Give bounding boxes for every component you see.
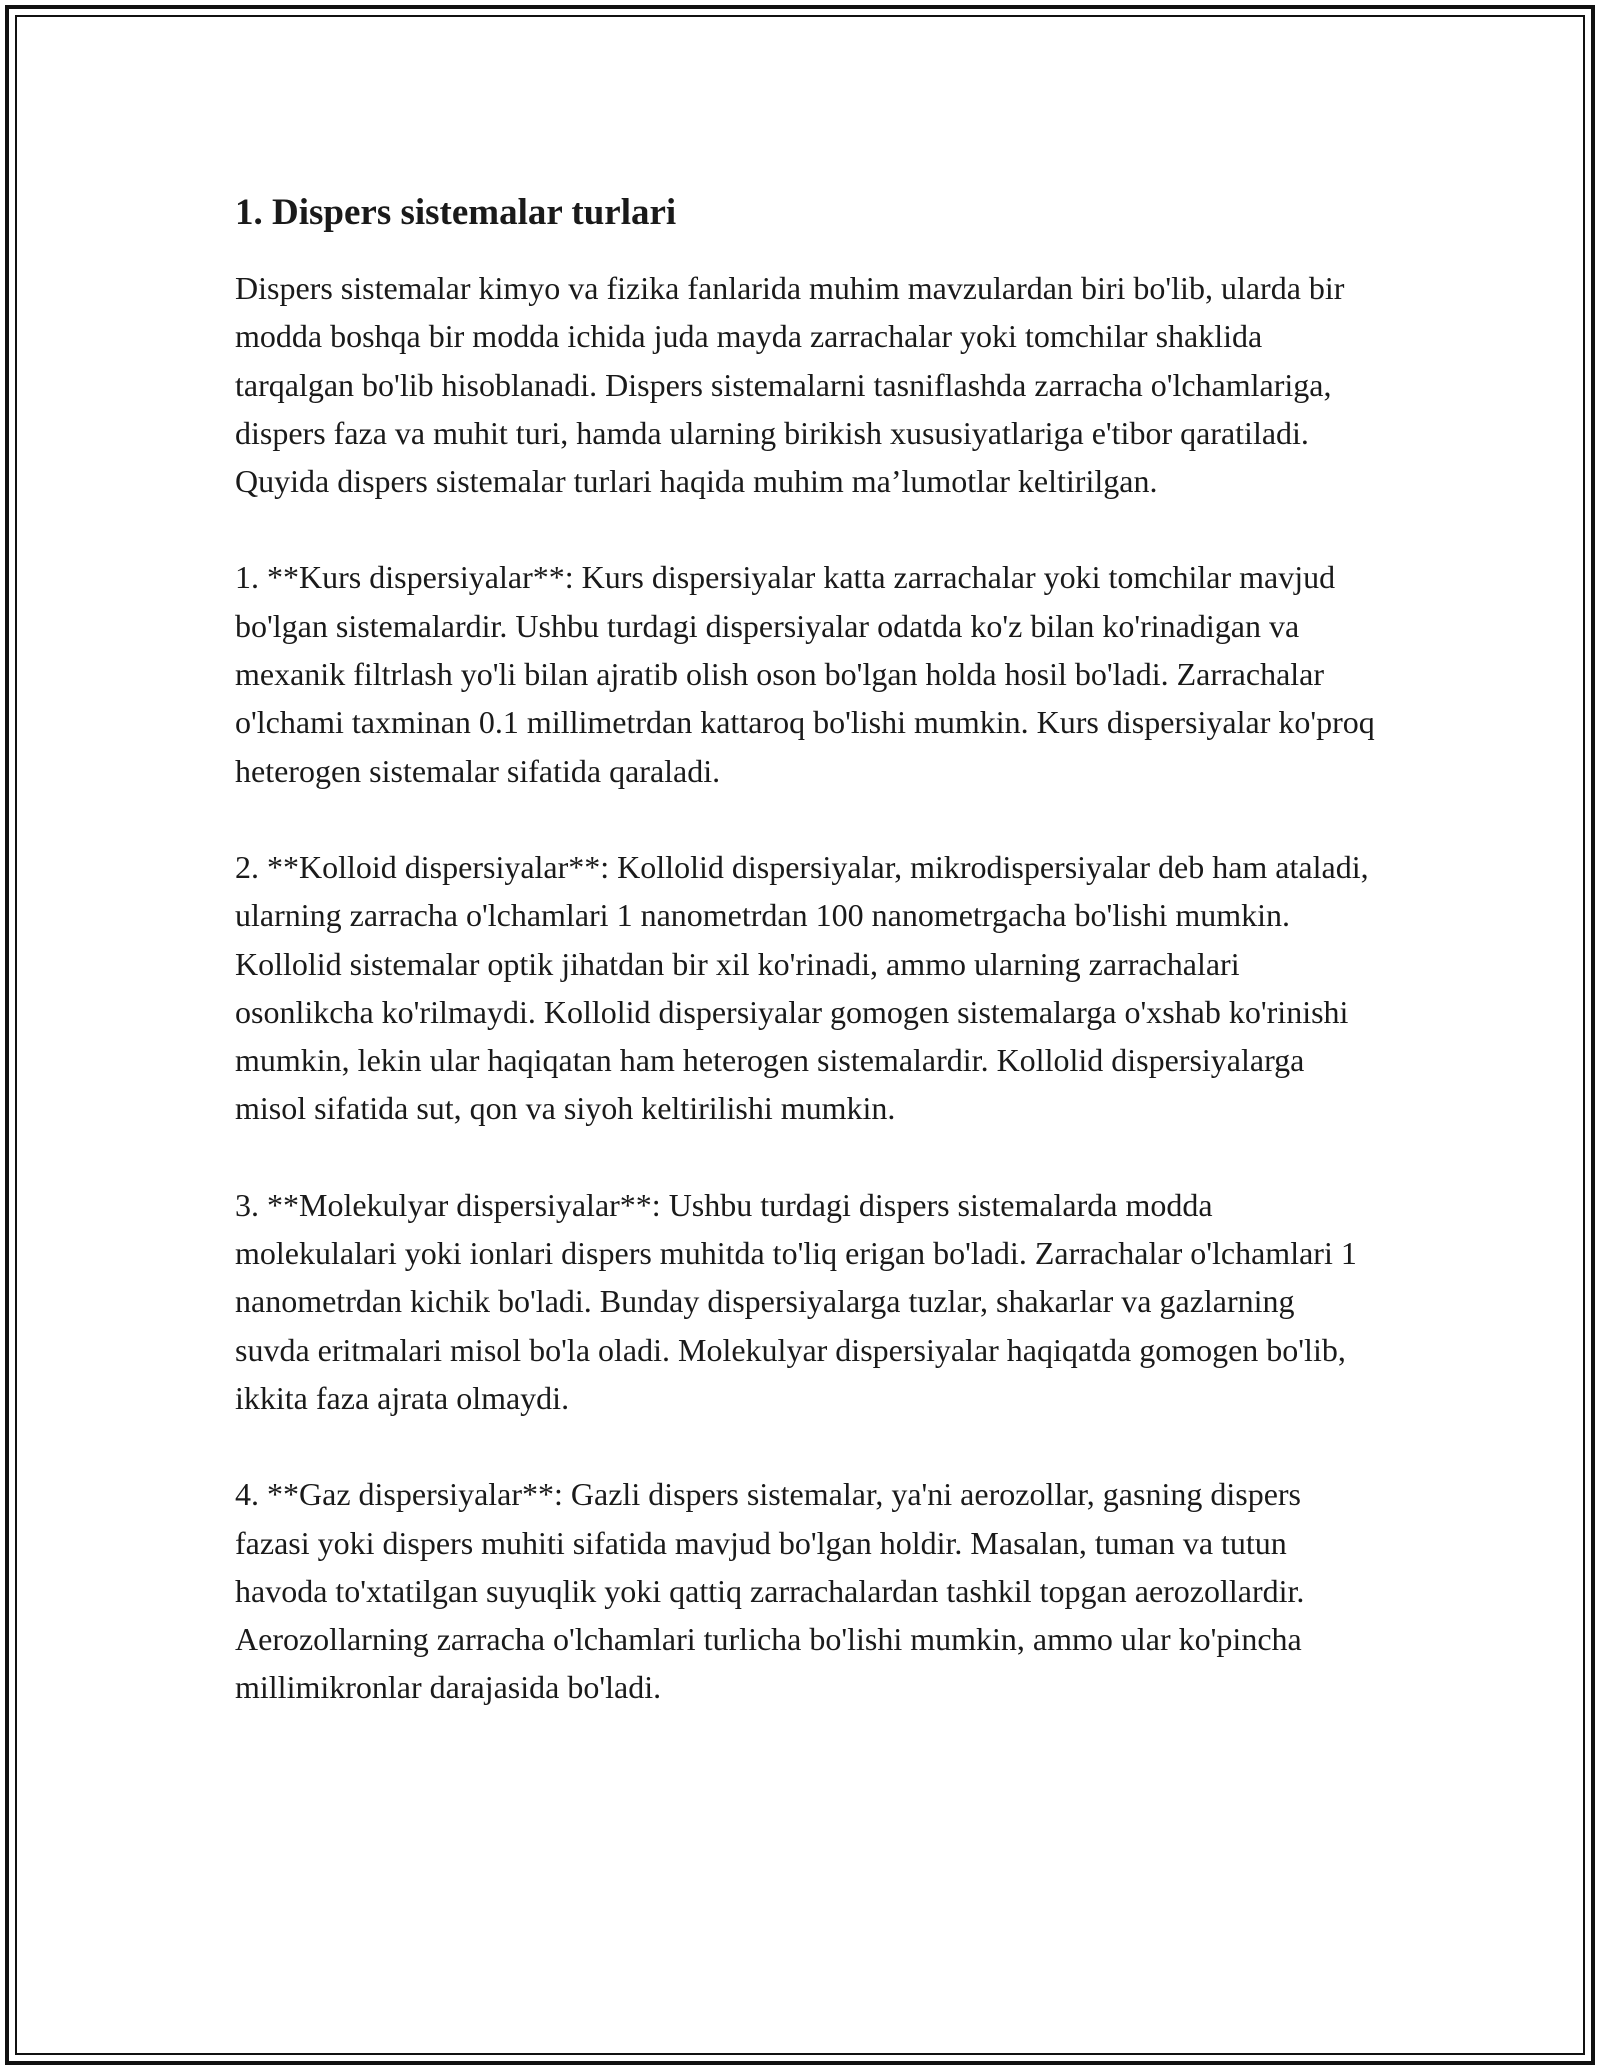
section-heading: 1. Dispers sistemalar turlari	[235, 192, 677, 233]
paragraph-colloid-dispersions: 2. **Kolloid dispersiyalar**: Kollolid dispersiyalar, mikrodispersiyalar deb ham ataladi, ularning zarracha o'lchamlari 1 nanometrdan 100 nanometrgacha bo'lishi mumkin. Kollolid sistemalar optik jihatdan bir xil ko'rinadi, ammo ularning zarrachalari osonlikcha ko'rilmaydi. Kollolid dispersiyalar gomogen sistemalarga o'xshab ko'rinishi mumkin, lekin ular haqiqatan ham heterogen sistemalardir. Kollolid dispersiyalarga misol sifatida sut, qon va siyoh keltirilishi mumkin.	[235, 848, 1369, 1127]
paragraph-molecular-dispersions: 3. **Molekulyar dispersiyalar**: Ushbu turdagi dispers sistemalarda modda molekulalari yoki ionlari dispers muhitda to'liq erigan bo'ladi. Zarrachalar o'lchamlari 1 nanometrdan kichik bo'ladi. Bunday dispersiyalarga tuzlar, shakarlar va gazlarning suvda eritmalari misol bo'la oladi. Molekulyar dispersiyalar haqiqatda gomogen bo'lib, ikkita faza ajrata olmaydi.	[235, 1186, 1357, 1416]
document-body	[235, 190, 1375, 1760]
paragraph-gas-dispersions: 4. **Gaz dispersiyalar**: Gazli dispers sistemalar, ya'ni aerozollar, gasning dispers fazasi yoki dispers muhiti sifatida mavjud bo'lgan holdir. Masalan, tuman va tutun havoda to'xtatilgan suyuqlik yoki qattiq zarrachalardan tashkil topgan aerozollardir. Aerozollarning zarracha o'lchamlari turlicha bo'lishi mumkin, ammo ular ko'pincha millimikronlar darajasida bo'ladi.	[235, 1476, 1305, 1706]
paragraph-coarse-dispersions: 1. **Kurs dispersiyalar**: Kurs dispersiyalar katta zarrachalar yoki tomchilar mavjud bo'lgan sistemalardir. Ushbu turdagi dispersiyalar odatda ko'z bilan ko'rinadigan va mexanik filtrlash yo'li bilan ajratib olish oson bo'lgan holda hosil bo'ladi. Zarrachalar o'lchami taxminan 0.1 millimetrdan kattaroq bo'lishi mumkin. Kurs dispersiyalar ko'proq heterogen sistemalar sifatida qaraladi.	[235, 559, 1375, 789]
intro-paragraph: Dispers sistemalar kimyo va fizika fanlarida muhim mavzulardan biri bo'lib, ularda bir modda boshqa bir modda ichida juda mayda zarrachalar yoki tomchilar shaklida tarqalgan bo'lib hisoblanadi. Dispers sistemalarni tasniflashda zarracha o'lchamlariga, dispers faza va muhit turi, hamda ularning birikish xususiyatlariga e'tibor qaratiladi. Quyida dispers sistemalar turlari haqida muhim ma’lumotlar keltirilgan.	[235, 270, 1345, 500]
